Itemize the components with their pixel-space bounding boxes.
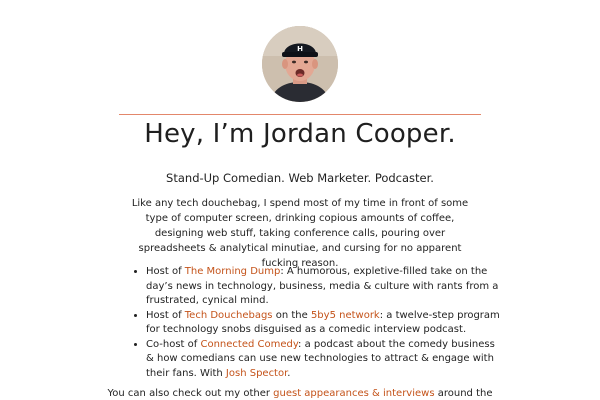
svg-text:H: H <box>297 45 303 53</box>
avatar-photo <box>262 26 338 102</box>
list-item-text: on the <box>272 309 311 321</box>
5by5-network-link[interactable]: 5by5 network <box>310 309 380 321</box>
page-title: Hey, I’m Jordan Cooper. <box>144 119 456 149</box>
outro-text: around the <box>434 388 493 399</box>
list-item-text: : a podcast about the comedy business & how comedians can use new technologies to attract & engage with their fans. With <box>146 338 495 379</box>
list-item <box>146 265 502 309</box>
outro-text: You can also check out my other <box>107 388 274 399</box>
intro-paragraph: Like any tech douchebag, I spend most of my time in front of some type of computer screen, drinking copious amounts of coffee, designing web stuff, taking conference calls, pouring over spreadsheets & analytical minutiae, and cursing for no apparent fucking reason. <box>131 198 469 269</box>
list-item-text: : A humorous, expletive-filled take on the day’s news in technology, business, media & culture with rants from a frustrated, cynical mind. <box>146 266 499 306</box>
avatar <box>262 26 338 102</box>
josh-spector-link[interactable]: Josh Spector <box>225 367 288 379</box>
projects-list <box>132 265 502 381</box>
list-item <box>146 338 502 382</box>
connected-comedy-link[interactable]: Connected Comedy <box>200 338 299 350</box>
list-item-text: Co-host of <box>146 338 201 350</box>
header-divider <box>119 114 481 115</box>
list-item-text: . <box>287 367 291 379</box>
tagline: Stand-Up Comedian. Web Marketer. Podcaster. <box>166 171 434 185</box>
list-item-text: : a twelve-step program for technology snobs disguised as a comedic interview podcast. <box>146 309 500 335</box>
outro-paragraph <box>0 386 600 400</box>
list-item-text: Host of <box>146 266 185 277</box>
list-item-text: Host of <box>146 309 185 321</box>
list-item <box>146 309 502 338</box>
tech-douchebags-link[interactable]: Tech Douchebags <box>184 309 273 321</box>
morning-dump-link[interactable]: The Morning Dump <box>184 266 281 277</box>
guest-appearances-link[interactable]: guest appearances & interviews <box>273 388 435 399</box>
